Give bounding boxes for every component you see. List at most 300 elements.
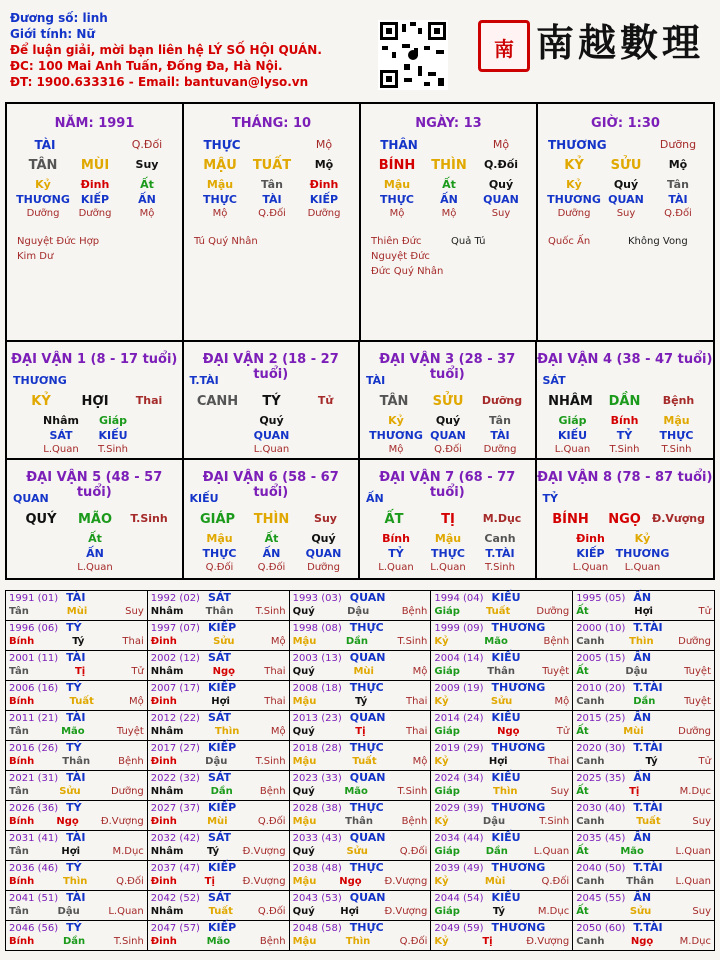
year-star: KIẾP	[207, 681, 237, 694]
year-label: 1995 (05)	[576, 593, 626, 604]
year-cell[interactable]	[147, 681, 289, 711]
dai-van-can: CANH	[196, 394, 239, 409]
year-cell[interactable]	[147, 711, 289, 741]
year-cell[interactable]	[431, 861, 573, 891]
year-chi: Tị	[355, 726, 366, 737]
dai-van-cell-6	[184, 460, 361, 578]
year-label: 2037 (47)	[150, 863, 200, 874]
year-cell[interactable]	[289, 621, 431, 651]
year-star: TỶ	[66, 921, 82, 934]
year-label: 2035 (45)	[576, 833, 626, 844]
year-chi: Ngọ	[497, 726, 520, 737]
year-can: Canh	[576, 816, 605, 827]
pillar-star: TÀI	[34, 138, 56, 152]
year-chi: Hợi	[61, 846, 80, 857]
year-can: Bính	[9, 816, 35, 827]
year-status: Thai	[122, 636, 144, 647]
hidden-status: T.Sinh	[485, 562, 515, 573]
year-can: Quý	[292, 606, 315, 617]
year-chi: Dần	[485, 846, 508, 857]
hidden-star: ẤN	[86, 547, 104, 560]
year-chi: Sửu	[59, 786, 81, 797]
phone-email-line: ĐT: 1900.633316 - Email: bantuvan@lyso.vn	[10, 75, 309, 89]
year-cell[interactable]	[431, 831, 573, 861]
year-chi: Ngọ	[212, 666, 236, 677]
year-label: 2009 (19)	[434, 683, 484, 694]
star-label: Đức Quý Nhân	[371, 266, 444, 277]
dai-van-star: TỶ	[542, 492, 558, 505]
hidden-status: Dưỡng	[483, 444, 517, 455]
year-status: Thai	[264, 666, 286, 677]
year-chi: Tị	[74, 666, 86, 677]
year-cell[interactable]	[6, 831, 148, 861]
hidden-star: THƯƠNG	[615, 547, 670, 560]
year-chi: Thìn	[345, 936, 371, 947]
year-label: 2005 (15)	[576, 653, 626, 664]
year-cell[interactable]	[6, 921, 148, 951]
year-cell[interactable]	[289, 891, 431, 921]
year-status: M.Dục	[112, 846, 144, 857]
year-star: QUAN	[349, 711, 386, 724]
year-label: 2006 (16)	[9, 683, 59, 694]
year-chi: Tị	[629, 786, 640, 797]
year-label: 2014 (24)	[434, 713, 484, 724]
year-label: 1997 (07)	[150, 623, 200, 634]
year-can: Tân	[9, 906, 29, 917]
hidden-star: QUAN	[483, 193, 519, 206]
year-can: Nhâm	[150, 846, 184, 857]
year-label: 2046 (56)	[9, 923, 59, 934]
year-can: Bính	[9, 936, 35, 947]
hidden-star: QUAN	[608, 193, 644, 206]
year-can: Bính	[9, 696, 35, 707]
year-cell[interactable]	[431, 651, 573, 681]
hidden-star: QUAN	[305, 547, 342, 560]
year-chi: Dần	[210, 786, 233, 797]
year-cell[interactable]	[289, 921, 431, 951]
year-status: Tuyệt	[116, 726, 144, 737]
hidden-status: Mộ	[212, 208, 228, 219]
year-status: Q.Đối	[399, 846, 428, 857]
year-chi: Sửu	[490, 696, 513, 707]
year-chi: Hợi	[211, 696, 230, 707]
year-status: T.Sinh	[397, 636, 428, 647]
year-label: 2027 (37)	[150, 803, 200, 814]
year-status: Bệnh	[543, 636, 570, 647]
hidden-status: T.Sinh	[98, 444, 128, 455]
year-status: Bệnh	[401, 816, 428, 827]
year-cell[interactable]	[431, 741, 573, 771]
year-can: Mậu	[292, 636, 317, 647]
seal-logo: 南	[478, 20, 530, 72]
hidden-star: KIẾU	[557, 429, 588, 442]
year-star: TÀI	[66, 711, 86, 724]
year-star: ẤN	[633, 711, 652, 724]
dai-van-chi: THÌN	[253, 512, 290, 527]
year-chi: Sửu	[346, 846, 368, 857]
year-cell[interactable]	[573, 591, 715, 621]
year-chi: Tuất	[69, 696, 94, 707]
year-cell[interactable]	[431, 681, 573, 711]
year-star: TỶ	[66, 861, 82, 874]
hidden-stem: Quý	[435, 414, 461, 427]
year-row	[6, 771, 715, 801]
year-can: Mậu	[292, 936, 317, 947]
year-cell[interactable]	[147, 801, 289, 831]
year-cell[interactable]	[6, 651, 148, 681]
year-cell[interactable]	[6, 801, 148, 831]
year-cell[interactable]	[6, 741, 148, 771]
year-status: L.Quan	[675, 846, 711, 857]
year-chi: Dần	[63, 936, 86, 947]
dai-van-can: KỶ	[31, 394, 51, 409]
year-cell[interactable]	[289, 591, 431, 621]
year-chi: Mùi	[484, 876, 506, 887]
year-chi: Tý	[355, 696, 368, 707]
year-can: Quý	[292, 906, 315, 917]
year-can: Đinh	[150, 936, 177, 947]
year-star: SÁT	[207, 711, 232, 724]
address-line: ĐC: 100 Mai Anh Tuấn, Đống Đa, Hà Nội.	[10, 59, 283, 73]
hidden-stem: Đinh	[576, 532, 605, 545]
hidden-stem: Kỷ	[388, 414, 404, 427]
pillar-stars	[194, 234, 258, 249]
year-cell[interactable]	[289, 711, 431, 741]
year-status: M.Dục	[679, 936, 711, 947]
year-can: Giáp	[434, 786, 460, 797]
year-status: Bệnh	[118, 756, 144, 767]
year-label: 2018 (28)	[292, 743, 342, 754]
year-status: Dưỡng	[110, 786, 144, 797]
hidden-star: THỰC	[380, 193, 414, 206]
year-cell[interactable]	[431, 591, 573, 621]
year-can: Quý	[292, 666, 315, 677]
year-cell[interactable]	[147, 831, 289, 861]
year-label: 2025 (35)	[576, 773, 626, 784]
year-status: Đ.Vượng	[100, 816, 144, 827]
year-row	[6, 891, 715, 921]
hidden-star: THỰC	[659, 429, 694, 442]
qr-code-icon[interactable]	[378, 20, 448, 90]
dai-van-can: TÂN	[379, 394, 409, 409]
dai-van-can: BÍNH	[552, 512, 589, 527]
hidden-status: Q.Đối	[257, 562, 286, 573]
year-cell[interactable]	[431, 711, 573, 741]
year-label: 2041 (51)	[9, 893, 59, 904]
year-cell[interactable]	[431, 771, 573, 801]
hidden-stem: Canh	[484, 532, 516, 545]
dai-van-cell-8	[537, 460, 714, 578]
year-cell[interactable]	[147, 651, 289, 681]
hidden-stem: Tân	[261, 178, 283, 191]
year-chi: Tuất	[485, 606, 511, 617]
pillar-chi: THÌN	[431, 158, 467, 173]
year-cell[interactable]	[573, 891, 715, 921]
year-label: 2040 (50)	[576, 863, 626, 874]
year-star: TÀI	[66, 831, 86, 844]
year-chi: Sửu	[629, 906, 652, 917]
year-cell[interactable]	[431, 621, 573, 651]
year-can: Ất	[576, 666, 589, 677]
year-chi: Thân	[487, 666, 515, 677]
year-can: Ất	[576, 786, 589, 797]
year-star: THƯƠNG	[491, 741, 546, 754]
year-can: Giáp	[434, 606, 460, 617]
hidden-star: THỰC	[431, 547, 465, 560]
year-label: 1993 (03)	[292, 593, 342, 604]
dai-van-truong-sinh: Tử	[317, 394, 334, 407]
star-label: Nguyệt Đức Hợp	[17, 236, 100, 247]
hidden-star: SÁT	[49, 429, 73, 442]
year-cell[interactable]	[573, 921, 715, 951]
year-label: 1991 (01)	[9, 593, 59, 604]
pillar-title: NGÀY: 13	[415, 116, 482, 131]
year-cell[interactable]	[6, 591, 148, 621]
year-chi: Mão	[206, 936, 231, 947]
year-can: Giáp	[434, 906, 460, 917]
year-status: Suy	[692, 906, 711, 917]
year-status: Q.Đối	[257, 816, 286, 827]
year-star: KIẾU	[491, 651, 521, 664]
year-can: Giáp	[434, 666, 460, 677]
year-status: Thai	[406, 696, 428, 707]
year-star: T.TÀI	[633, 741, 663, 754]
year-cell[interactable]	[573, 801, 715, 831]
year-label: 1998 (08)	[292, 623, 342, 634]
year-chi: Tý	[206, 846, 220, 857]
hidden-star: TÀI	[262, 193, 282, 206]
year-can: Mậu	[292, 756, 317, 767]
hidden-stem: Kỷ	[566, 178, 582, 191]
hidden-star: KIẾP	[576, 547, 605, 560]
dai-van-can: QUÝ	[25, 512, 57, 527]
year-cell[interactable]	[573, 771, 715, 801]
year-star: TÀI	[66, 771, 86, 784]
year-can: Tân	[9, 846, 29, 857]
year-cell[interactable]	[6, 711, 148, 741]
hidden-stem: Ất	[140, 178, 154, 191]
year-label: 2001 (11)	[9, 653, 59, 664]
year-row	[6, 591, 715, 621]
year-status: Tuyệt	[684, 666, 711, 677]
year-cell[interactable]	[289, 831, 431, 861]
year-chi: Tý	[72, 636, 85, 647]
hidden-status: Dưỡng	[307, 208, 341, 219]
year-cell[interactable]	[147, 741, 289, 771]
year-status: Thai	[547, 756, 570, 767]
year-cell[interactable]	[573, 681, 715, 711]
year-cell[interactable]	[147, 891, 289, 921]
yearly-table	[5, 590, 715, 951]
year-cell[interactable]	[431, 891, 573, 921]
year-star: TÀI	[66, 651, 86, 664]
year-cell[interactable]	[573, 861, 715, 891]
year-chi: Mùi	[207, 816, 228, 827]
year-can: Mậu	[292, 876, 317, 887]
year-star: ẤN	[633, 651, 652, 664]
year-cell[interactable]	[147, 921, 289, 951]
year-can: Mậu	[292, 816, 317, 827]
pillar-stars	[371, 234, 443, 279]
year-cell[interactable]	[289, 651, 431, 681]
year-status: M.Dục	[537, 906, 570, 917]
year-cell[interactable]	[147, 621, 289, 651]
year-can: Đinh	[150, 696, 177, 707]
year-can: Kỷ	[434, 816, 449, 827]
year-cell[interactable]	[431, 801, 573, 831]
contact-line: Để luận giải, mời bạn liên hệ LÝ SỐ HỘI QUÁN.	[10, 43, 322, 57]
hidden-stem: Ất	[442, 178, 456, 191]
hidden-star: T.TÀI	[485, 547, 515, 560]
year-cell[interactable]	[289, 681, 431, 711]
year-chi: Thân	[345, 816, 373, 827]
year-label: 2031 (41)	[9, 833, 59, 844]
year-cell[interactable]	[6, 771, 148, 801]
year-can: Canh	[576, 756, 605, 767]
year-status: Đ.Vượng	[242, 846, 286, 857]
hidden-stem: Kỷ	[35, 178, 51, 191]
year-can: Ất	[576, 606, 589, 617]
pillar-star-status: Mộ	[315, 138, 333, 151]
year-cell[interactable]	[431, 921, 573, 951]
year-status: Mộ	[270, 636, 286, 647]
hidden-status: Suy	[616, 208, 636, 219]
dai-van-can: GIÁP	[199, 512, 236, 527]
year-status: L.Quan	[533, 846, 570, 857]
year-cell[interactable]	[573, 831, 715, 861]
year-cell[interactable]	[147, 591, 289, 621]
year-cell[interactable]	[289, 801, 431, 831]
year-cell[interactable]	[6, 891, 148, 921]
pillar-truong-sinh: Mộ	[668, 158, 688, 171]
year-status: T.Sinh	[113, 936, 144, 947]
year-status: Suy	[125, 606, 144, 617]
hidden-stem: Mậu	[383, 178, 411, 191]
hidden-status: Mộ	[441, 208, 457, 219]
year-star: THƯƠNG	[491, 861, 546, 874]
year-chi: Ngọ	[56, 816, 79, 827]
hidden-star: ẤN	[138, 193, 156, 206]
dai-van-title: ĐẠI VẬN 3 (28 - 37 tuổi)	[379, 352, 516, 382]
year-star: QUAN	[349, 771, 386, 784]
year-cell[interactable]	[6, 621, 148, 651]
dai-van-star: KIẾU	[189, 492, 219, 505]
year-status: Tử	[131, 666, 144, 677]
hidden-stem: Ất	[264, 532, 279, 545]
hidden-status: Suy	[491, 208, 511, 219]
year-cell[interactable]	[573, 741, 715, 771]
hidden-stem: Quý	[311, 532, 336, 545]
year-label: 2012 (22)	[150, 713, 200, 724]
year-cell[interactable]	[289, 771, 431, 801]
hidden-status: Q.Đối	[434, 444, 462, 455]
year-label: 2033 (43)	[292, 833, 342, 844]
year-label: 2049 (59)	[434, 923, 484, 934]
year-status: Suy	[692, 816, 711, 827]
year-star: SÁT	[207, 831, 232, 844]
header-info	[10, 10, 322, 90]
year-label: 2010 (20)	[576, 683, 626, 694]
year-cell[interactable]	[6, 861, 148, 891]
year-star: QUAN	[349, 591, 386, 604]
pillar-0	[7, 104, 184, 340]
year-cell[interactable]	[573, 711, 715, 741]
year-star: KIẾP	[207, 801, 237, 814]
year-star: QUAN	[349, 891, 386, 904]
year-status: Đ.Vượng	[242, 876, 286, 887]
dai-van-title: ĐẠI VẬN 8 (78 - 87 tuổi)	[537, 470, 713, 485]
year-status: L.Quan	[675, 876, 711, 887]
year-star: KIẾP	[207, 741, 237, 754]
year-can: Nhâm	[150, 606, 184, 617]
year-can: Ất	[576, 846, 589, 857]
year-chi: Dậu	[482, 816, 506, 827]
dai-van-can: NHÂM	[548, 394, 593, 409]
pillar-star-status: Dưỡng	[659, 138, 697, 151]
year-status: Q.Đối	[116, 876, 144, 887]
pillar-truong-sinh: Suy	[135, 158, 159, 171]
year-chi: Tý	[492, 906, 505, 917]
year-cell[interactable]	[6, 681, 148, 711]
hidden-status: Dưỡng	[26, 208, 60, 219]
pillar-title: GIỜ: 1:30	[591, 116, 660, 131]
year-row	[6, 741, 715, 771]
year-star: QUAN	[349, 651, 386, 664]
hidden-status: Q.Đối	[205, 562, 234, 573]
year-label: 2021 (31)	[9, 773, 59, 784]
year-star: KIẾU	[491, 831, 521, 844]
year-star: THỰC	[349, 921, 384, 934]
year-label: 2039 (49)	[434, 863, 484, 874]
year-chi: Tuất	[636, 816, 661, 827]
dai-van-cell-4	[537, 342, 714, 460]
year-chi: Mão	[484, 636, 508, 647]
pillar-can: TÂN	[28, 158, 58, 173]
hidden-stem: Quý	[259, 414, 284, 427]
year-label: 2028 (38)	[292, 803, 342, 814]
year-cell[interactable]	[573, 651, 715, 681]
hidden-stem: Quý	[613, 178, 639, 191]
year-row	[6, 801, 715, 831]
year-cell[interactable]	[147, 861, 289, 891]
year-status: Đ.Vượng	[384, 876, 428, 887]
year-chi: Hợi	[340, 906, 359, 917]
year-label: 1994 (04)	[434, 593, 484, 604]
year-label: 2011 (21)	[9, 713, 59, 724]
hidden-stem: Giáp	[558, 414, 587, 427]
year-cell[interactable]	[147, 771, 289, 801]
year-chi: Thân	[626, 876, 654, 887]
year-status: Dưỡng	[536, 606, 570, 617]
year-row	[6, 711, 715, 741]
pillar-1	[184, 104, 361, 340]
year-cell[interactable]	[289, 861, 431, 891]
pillar-chi: MÙI	[80, 158, 110, 173]
year-status: Đ.Vượng	[384, 906, 428, 917]
pillar-chi: SỬU	[610, 158, 642, 173]
year-chi: Dậu	[347, 606, 370, 617]
year-cell[interactable]	[289, 741, 431, 771]
hidden-status: L.Quan	[430, 562, 466, 573]
dai-van-truong-sinh: Thai	[135, 394, 163, 407]
year-label: 2000 (10)	[576, 623, 626, 634]
year-row	[6, 861, 715, 891]
year-row	[6, 921, 715, 951]
pillar-stars-extra	[628, 234, 688, 249]
year-cell[interactable]	[573, 621, 715, 651]
dai-van-title: ĐẠI VẬN 4 (38 - 47 tuổi)	[537, 352, 713, 367]
year-label: 2044 (54)	[434, 893, 484, 904]
